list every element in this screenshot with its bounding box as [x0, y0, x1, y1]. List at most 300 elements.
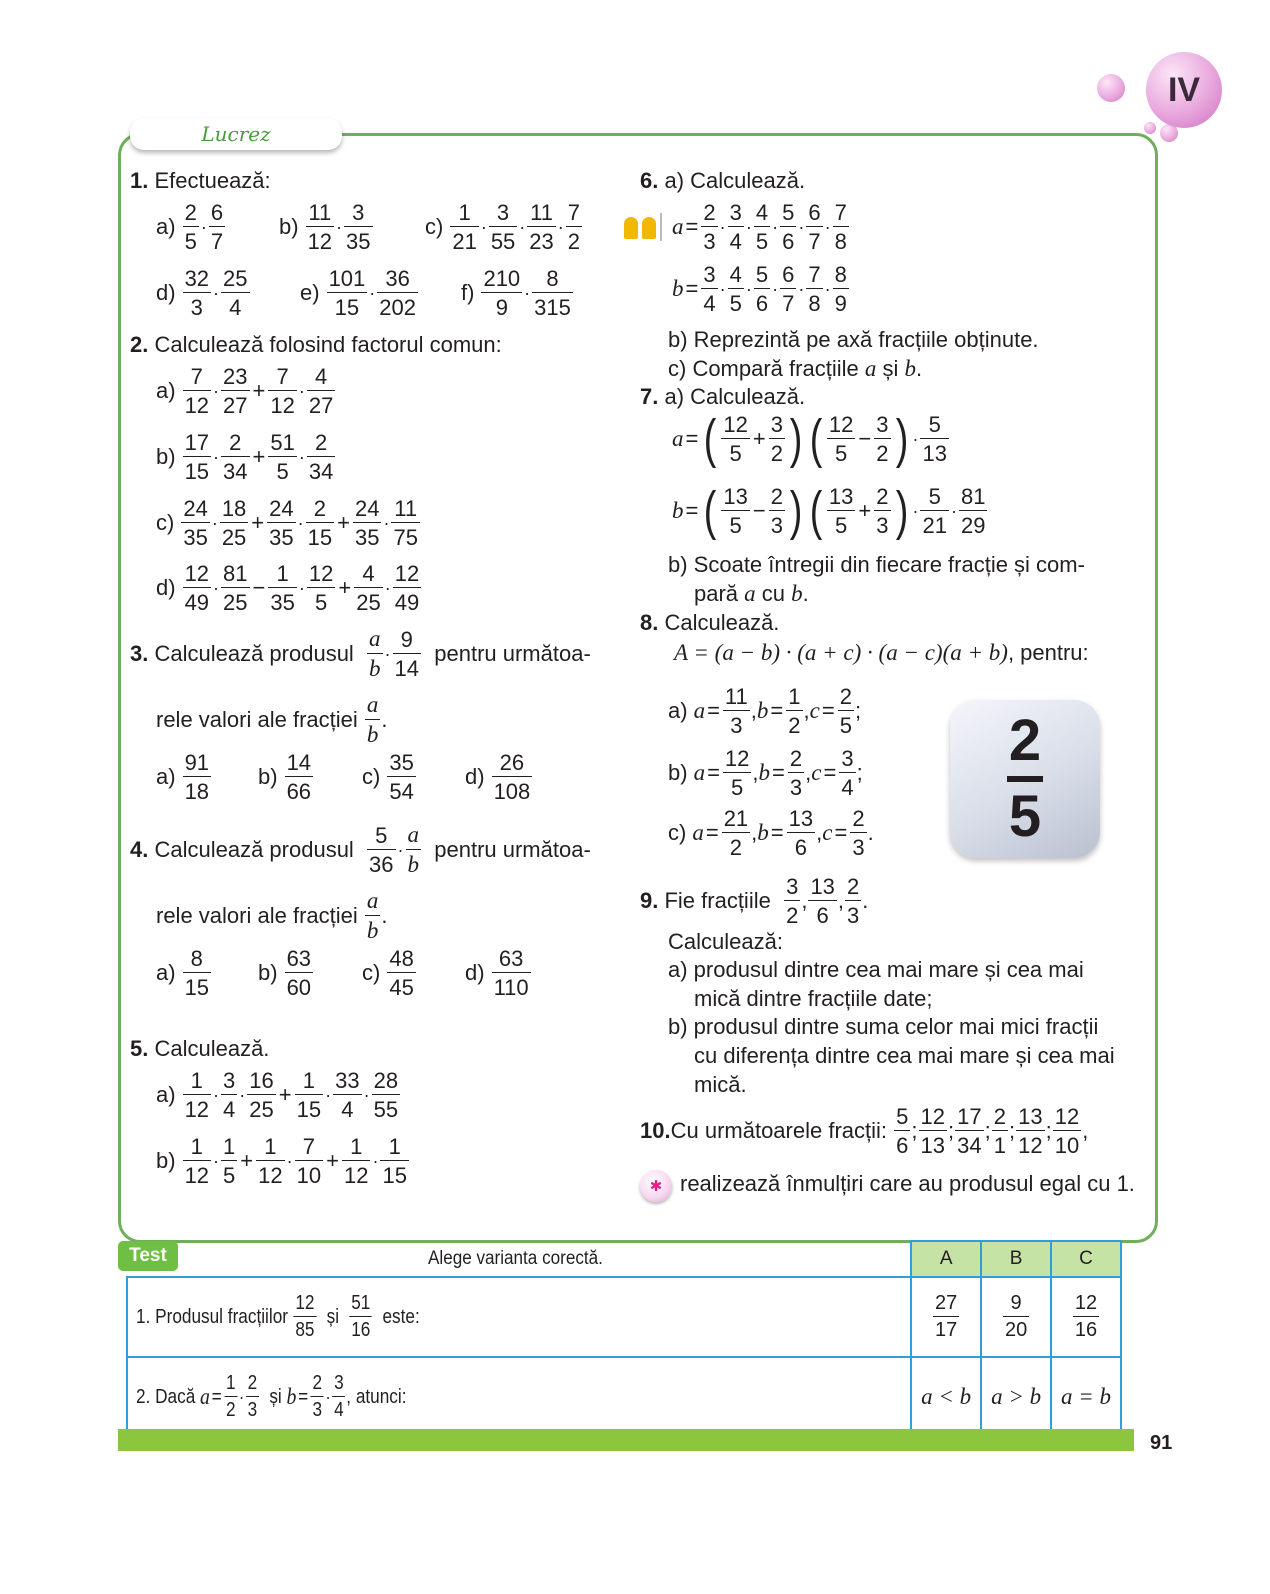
denominator: 36	[367, 849, 395, 877]
numerator: 2	[839, 684, 852, 709]
equals: =	[707, 760, 720, 786]
comma: ,	[750, 698, 757, 724]
variable: b	[757, 820, 769, 846]
test-question-2	[127, 1357, 1121, 1437]
denominator: 3	[788, 772, 804, 800]
test-question-1	[127, 1277, 1121, 1357]
exercise-6-title: 6. a) Calculează.	[640, 168, 806, 193]
denominator: 5	[268, 456, 296, 484]
answer-1c[interactable]	[1051, 1277, 1121, 1357]
fraction	[894, 1104, 910, 1159]
fraction	[827, 412, 855, 467]
denominator: 29	[959, 510, 987, 538]
fraction	[183, 1134, 211, 1189]
exercise-2-title: 2. Calculează folosind factorul comun:	[130, 332, 502, 357]
denominator: 34	[221, 456, 249, 484]
numerator: 81	[223, 561, 248, 586]
instruction-text: Calculează produsul	[148, 641, 367, 667]
answer-2b[interactable]: a > b	[981, 1357, 1051, 1437]
denominator: 6	[787, 832, 815, 860]
exercise-1-title: 1. Efectuează:	[130, 168, 271, 193]
multiply-dot: ·	[372, 1150, 379, 1171]
fraction	[492, 946, 531, 1001]
item-label: c)	[425, 214, 444, 240]
item-label: b)	[668, 760, 688, 786]
fraction	[306, 200, 334, 255]
denominator: 4	[332, 1396, 345, 1422]
denominator: 7	[780, 288, 796, 316]
numerator: 63	[286, 946, 312, 971]
operator: −	[752, 498, 766, 524]
denominator: 15	[327, 292, 368, 320]
numerator: 2	[312, 1372, 323, 1394]
fraction	[850, 806, 866, 861]
question-text: și	[317, 1305, 349, 1328]
fraction	[391, 496, 419, 551]
numerator: 12	[920, 1104, 945, 1129]
multiply-dot: ·	[298, 577, 305, 598]
operator: +	[858, 498, 872, 524]
parenthesis: )	[895, 409, 908, 470]
variable: a	[693, 760, 706, 786]
fraction	[268, 364, 296, 419]
fraction	[349, 1292, 372, 1342]
parenthesis: (	[809, 409, 823, 470]
fraction	[780, 262, 796, 317]
multiply-dot: ·	[950, 500, 957, 521]
denominator: 10	[295, 1160, 323, 1188]
numerator: 27	[935, 1292, 958, 1314]
denominator: 7	[209, 226, 225, 254]
numerator: 21	[723, 806, 749, 831]
item-label: c)	[668, 820, 687, 846]
fraction	[372, 1068, 400, 1123]
denominator: 27	[307, 390, 335, 418]
item-label: c)	[156, 510, 175, 536]
numerator: 5	[782, 200, 795, 225]
answer-2c[interactable]: a = b	[1051, 1357, 1121, 1437]
exercise-6-c: c) Compară fracțiile a și b.	[668, 356, 923, 381]
numerator: 11	[530, 200, 553, 225]
exercise-2-item	[156, 364, 336, 419]
denominator: 9	[833, 288, 849, 316]
punctuation: ;	[854, 698, 862, 724]
fraction	[532, 266, 573, 321]
fraction	[306, 496, 334, 551]
numerator: 8	[190, 946, 203, 971]
question-text: și	[259, 1385, 287, 1408]
numerator: 12	[184, 561, 210, 586]
fraction	[367, 626, 383, 683]
denominator: 12	[342, 1160, 370, 1188]
item-label: b)	[156, 444, 176, 470]
punctuation: .	[867, 820, 874, 846]
formula: A = (a − b) · (a + c) · (a − c)(a + b)	[674, 640, 1008, 665]
instruction-text: pentru următoa-	[422, 837, 591, 863]
numerator: 7	[276, 364, 289, 389]
fraction	[246, 1372, 259, 1422]
multiply-dot: ·	[772, 216, 779, 237]
denominator: 7	[806, 226, 822, 254]
fraction	[220, 496, 248, 551]
equals: =	[685, 498, 699, 524]
exercise-6-product	[672, 262, 850, 317]
numerator: 35	[389, 750, 414, 775]
denominator: 60	[285, 972, 313, 1000]
fraction	[769, 412, 785, 467]
item-label: e)	[300, 280, 320, 306]
fraction	[933, 1292, 959, 1342]
denominator: 17	[933, 1316, 959, 1342]
numerator: 11	[308, 200, 332, 225]
answer-1b[interactable]	[981, 1277, 1051, 1357]
numerator: 13	[723, 484, 748, 509]
numerator: 3	[334, 1372, 344, 1394]
numerator: 7	[302, 1134, 315, 1159]
variable: b	[286, 1384, 297, 1409]
item-label: b)	[156, 1148, 176, 1174]
exercise-number: 4.	[130, 837, 149, 863]
exercise-10-title	[640, 1104, 1088, 1159]
fraction	[365, 888, 381, 945]
numerator: 3	[223, 1068, 236, 1093]
exercise-number: 3.	[130, 641, 149, 667]
variable: b	[407, 852, 420, 878]
denominator: 5	[221, 1160, 237, 1188]
denominator: 25	[221, 587, 249, 615]
fraction	[268, 561, 296, 616]
fraction	[294, 1292, 317, 1342]
fraction	[333, 1068, 361, 1123]
denominator: 75	[391, 522, 419, 550]
denominator: 3	[769, 510, 785, 538]
col-b-header: B	[981, 1241, 1051, 1277]
operator: +	[338, 575, 352, 601]
numerator: 101	[328, 266, 366, 291]
fraction	[221, 430, 249, 485]
fraction	[365, 692, 381, 749]
denominator: 35	[267, 522, 295, 550]
decor-bubble-left	[1097, 74, 1125, 102]
fraction	[353, 496, 381, 551]
fraction	[1007, 708, 1043, 850]
item-label: a)	[156, 960, 176, 986]
fraction	[181, 496, 209, 551]
pair-work-icon	[622, 213, 662, 241]
equals: =	[821, 698, 835, 724]
exercise-4-option	[156, 946, 212, 1001]
denominator: 2	[566, 226, 582, 254]
fraction	[808, 874, 836, 929]
denominator: 5	[827, 510, 855, 538]
denominator: 27	[221, 390, 249, 418]
fraction	[806, 262, 822, 317]
denominator: 3	[874, 510, 890, 538]
denominator: 6	[808, 900, 836, 928]
instruction-text: rele valori ale fracției	[156, 903, 364, 929]
denominator: 9	[481, 292, 522, 320]
variable: b	[366, 918, 379, 944]
numerator: 3	[703, 262, 716, 287]
fraction	[786, 684, 802, 739]
fraction	[295, 1068, 323, 1123]
variable: a	[864, 356, 877, 381]
numerator: 6	[210, 200, 224, 225]
denominator: 5	[183, 226, 199, 254]
multiply-dot: ·	[363, 1084, 370, 1105]
denominator: 5	[728, 288, 744, 316]
fraction	[955, 1104, 983, 1159]
comma: ,	[805, 760, 812, 786]
fraction	[332, 1372, 345, 1422]
fraction	[183, 364, 211, 419]
denominator: 15	[183, 972, 211, 1000]
exercise-3-option	[258, 750, 314, 805]
item-label: a)	[156, 378, 176, 404]
multiply-dot: ·	[519, 216, 526, 237]
numerator: 23	[223, 364, 248, 389]
denominator: 49	[183, 587, 211, 615]
multiply-dot: ·	[798, 278, 805, 299]
equals: =	[685, 426, 699, 452]
exercise-number: 7.	[640, 384, 659, 409]
fraction	[344, 200, 372, 255]
fraction	[701, 262, 717, 317]
variable: b	[756, 698, 769, 724]
fraction	[327, 266, 368, 321]
numerator: 91	[184, 750, 210, 775]
fraction	[267, 496, 295, 551]
fraction	[209, 200, 225, 255]
exercise-1-item	[300, 266, 419, 321]
item-label: b)	[258, 960, 278, 986]
col-a-header: A	[911, 1241, 981, 1277]
variable: c	[809, 698, 820, 724]
denominator: 25	[247, 1094, 275, 1122]
denominator: 12	[183, 1160, 211, 1188]
semicolon: ;	[984, 1118, 991, 1144]
fraction	[723, 746, 751, 801]
numerator: 2	[229, 430, 242, 455]
numerator: 2	[852, 806, 865, 831]
variable: b	[672, 276, 684, 302]
denominator: 3	[183, 292, 211, 320]
operator: +	[251, 510, 265, 536]
numerator: 7	[834, 200, 847, 225]
multiply-dot: ·	[719, 216, 726, 237]
denominator: 35	[344, 226, 372, 254]
fraction	[342, 1134, 370, 1189]
exercise-4-option	[362, 946, 417, 1001]
decor-bubble-small	[1144, 122, 1156, 134]
exercise-7-title: 7. a) Calculează.	[640, 384, 806, 409]
numerator: 48	[389, 946, 414, 971]
item-label: a)	[156, 764, 176, 790]
numerator: 12	[1074, 1292, 1098, 1314]
item-label: a)	[156, 1082, 176, 1108]
equals: =	[298, 1385, 309, 1408]
variable: a	[369, 626, 381, 651]
multiply-dot: ·	[239, 1084, 246, 1105]
multiply-dot: ·	[286, 1150, 293, 1171]
fraction	[285, 946, 313, 1001]
exercise-3-text	[156, 692, 388, 749]
parenthesis: )	[895, 481, 908, 542]
denominator: 21	[920, 510, 948, 538]
denominator: 15	[306, 522, 334, 550]
comma: ,	[816, 820, 823, 846]
exercise-3-option	[465, 750, 533, 805]
numerator: 12	[828, 412, 854, 437]
fraction	[221, 561, 249, 616]
numerator: 8	[546, 266, 559, 291]
exercise-1-item	[425, 200, 583, 255]
numerator: 32	[184, 266, 210, 291]
fraction	[1053, 1104, 1081, 1159]
parenthesis: (	[704, 409, 717, 470]
equals: =	[834, 820, 848, 846]
denominator: 3	[246, 1396, 259, 1422]
exercise-1-item	[156, 266, 251, 321]
parenthesis: )	[789, 409, 803, 470]
numerator: 7	[808, 262, 821, 287]
fraction	[285, 750, 313, 805]
numerator: 28	[373, 1068, 399, 1093]
numerator: 1	[788, 684, 801, 709]
numerator: 5	[896, 1104, 909, 1129]
exercise-number: 2.	[130, 332, 149, 357]
denominator: 12	[1016, 1130, 1044, 1158]
numerator: 2	[847, 874, 860, 899]
denominator: 2	[722, 832, 750, 860]
equals: =	[705, 820, 719, 846]
numerator: 2	[789, 746, 803, 771]
numerator: 8	[834, 262, 847, 287]
numerator: 16	[249, 1068, 274, 1093]
operator: +	[326, 1148, 339, 1174]
fraction	[221, 1134, 237, 1189]
denominator: 2	[769, 438, 785, 466]
fraction	[754, 262, 770, 317]
denominator: 35	[268, 587, 296, 615]
denominator: 55	[372, 1094, 400, 1122]
punctuation: .	[381, 903, 388, 929]
semicolon: ;	[1045, 1118, 1052, 1144]
exercise-5-title: 5. Calculează.	[130, 1036, 270, 1061]
instruction-text: rele valori ale fracției	[156, 707, 364, 733]
semicolon: ;	[911, 1118, 918, 1144]
fraction	[450, 200, 478, 255]
numerator: 11	[394, 496, 418, 521]
fraction	[183, 430, 211, 485]
denominator: 108	[492, 776, 533, 804]
question-text: 1. Produsul fracțiilor	[136, 1305, 293, 1328]
exercise-9-a-line2: mică dintre fracțiile date;	[694, 986, 933, 1011]
fraction	[393, 561, 421, 616]
equals: =	[823, 760, 837, 786]
fraction	[247, 1068, 275, 1123]
operator: +	[278, 1082, 292, 1108]
numerator: 6	[782, 262, 795, 287]
multiply-dot: ·	[384, 577, 391, 598]
denominator: 49	[393, 587, 421, 615]
denominator: 12	[268, 390, 296, 418]
denominator: 66	[285, 776, 313, 804]
exercise-number: 5.	[130, 1036, 149, 1061]
denominator: 8	[806, 288, 822, 316]
numerator: 1	[190, 1068, 203, 1093]
fraction	[566, 200, 582, 255]
footer-bar	[118, 1429, 1134, 1451]
numerator: 81	[960, 484, 986, 509]
operator: +	[337, 510, 350, 536]
exercise-6-product	[672, 200, 850, 255]
fraction	[845, 874, 861, 929]
numerator: 3	[496, 200, 510, 225]
denominator: 21	[450, 226, 478, 254]
operator: +	[252, 378, 266, 404]
numerator: 6	[808, 200, 821, 225]
answer-2a[interactable]: a < b	[911, 1357, 981, 1437]
question-text: 2. Dacă	[136, 1385, 201, 1408]
multiply-dot: ·	[824, 216, 831, 237]
multiply-dot: ·	[912, 500, 919, 521]
denominator: 14	[393, 653, 421, 681]
fraction	[874, 484, 890, 539]
variable: a	[692, 820, 704, 846]
fraction	[919, 1104, 947, 1159]
denominator: 2	[224, 1396, 237, 1422]
comma: ,	[1082, 1118, 1089, 1144]
denominator: 10	[1053, 1130, 1081, 1158]
denominator: 6	[780, 226, 796, 254]
numerator	[367, 626, 383, 653]
denominator: 20	[1003, 1316, 1029, 1342]
numerator: 25	[223, 266, 248, 291]
fraction	[393, 627, 421, 682]
numerator: 3	[876, 412, 889, 437]
denominator	[365, 915, 381, 944]
answer-1a[interactable]	[911, 1277, 981, 1357]
equals: =	[770, 698, 784, 724]
numerator: 9	[1010, 1292, 1022, 1314]
exercise-7-b-line2: pară a cu b.	[694, 581, 809, 606]
fraction	[183, 200, 199, 255]
multiply-dot: ·	[557, 216, 564, 237]
test-label: Test	[118, 1241, 178, 1271]
numerator: 3	[729, 200, 742, 225]
numerator: 2	[703, 200, 716, 225]
instruction-text: Cu următoarele fracții:	[670, 1118, 894, 1144]
exercise-number: 1.	[130, 168, 149, 193]
numerator: 1	[388, 1134, 401, 1159]
numerator: 17	[957, 1104, 982, 1129]
denominator	[365, 719, 381, 748]
multiply-dot: ·	[745, 216, 752, 237]
numerator: 3	[352, 200, 365, 225]
semicolon: ;	[947, 1118, 955, 1144]
denominator: 3	[311, 1396, 324, 1422]
fraction	[1016, 1104, 1044, 1159]
numerator: 18	[221, 496, 247, 521]
fraction	[221, 1068, 237, 1123]
parenthesis: )	[789, 481, 803, 542]
numerator	[406, 822, 422, 849]
fraction	[256, 1134, 284, 1189]
multiply-dot: ·	[325, 1084, 332, 1105]
denominator: 110	[492, 972, 531, 1000]
fraction	[728, 200, 744, 255]
